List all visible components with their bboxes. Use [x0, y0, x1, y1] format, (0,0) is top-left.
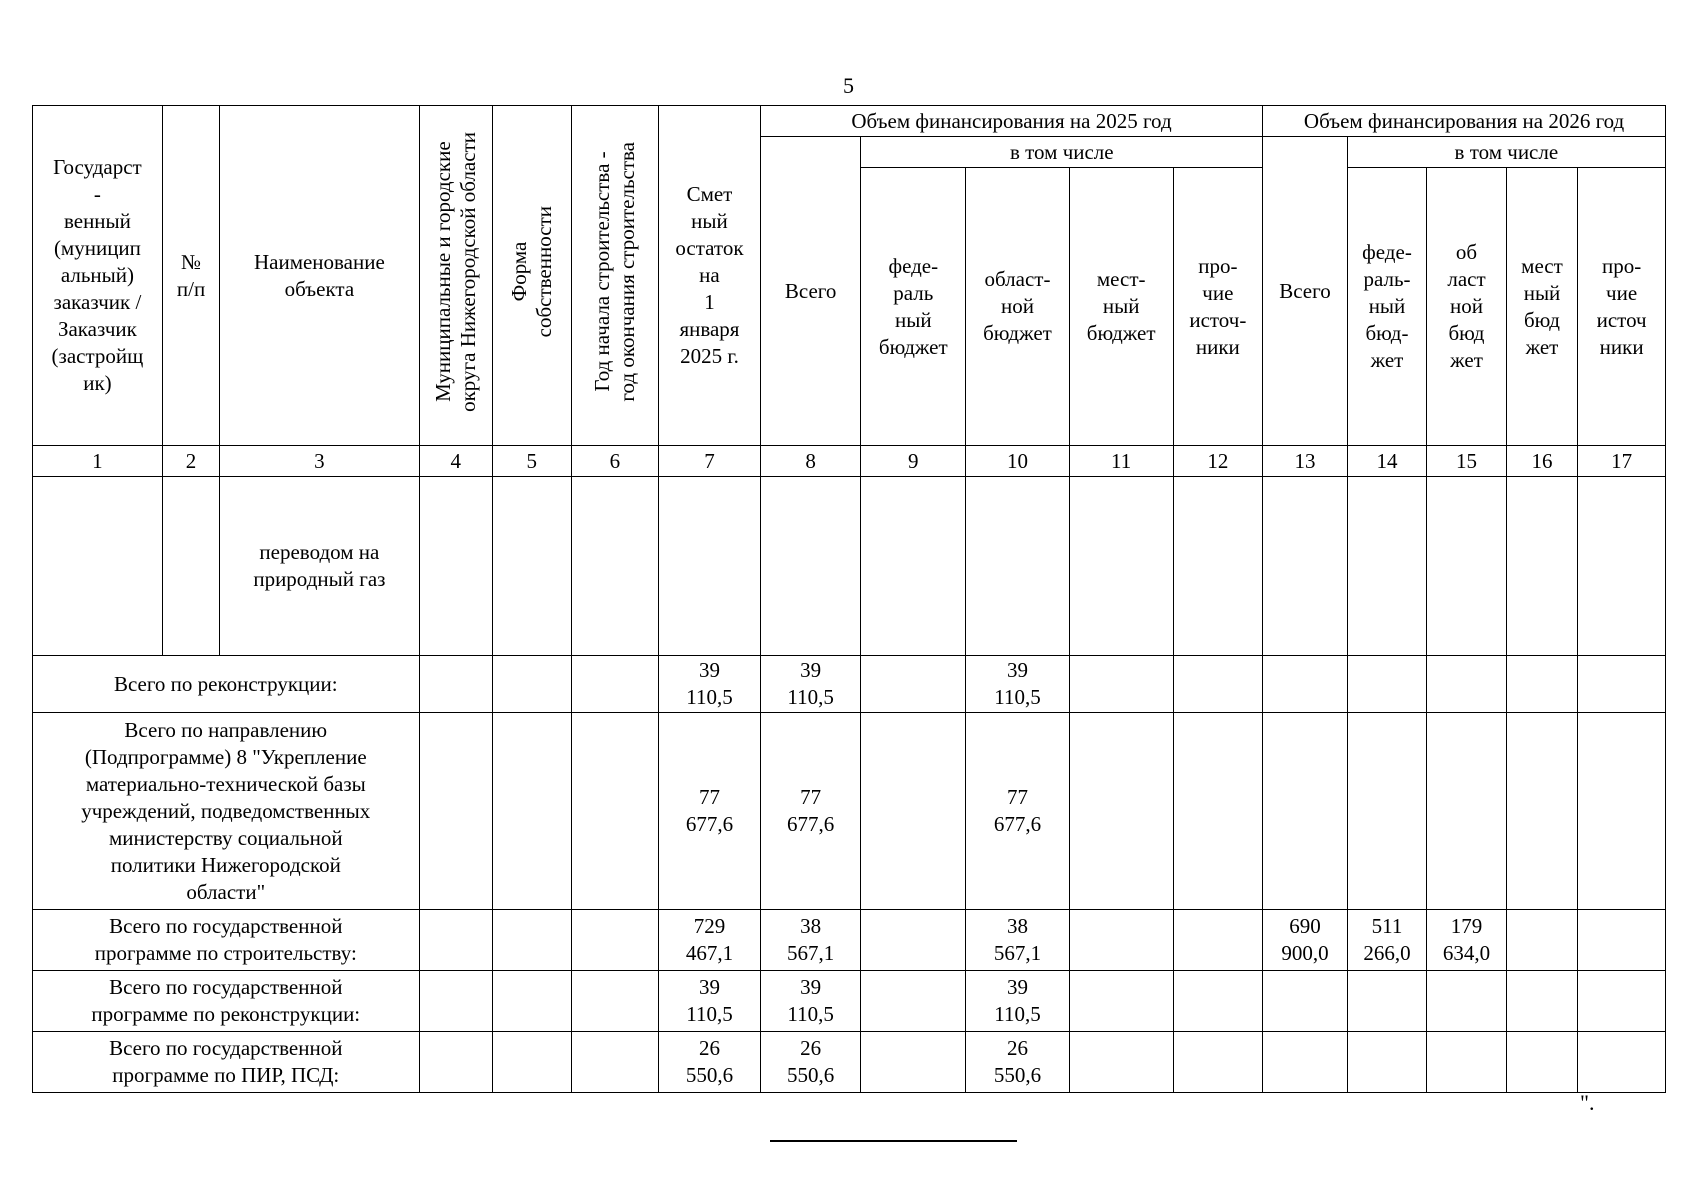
- footer-rule: [770, 1140, 1017, 1142]
- regional-2025-value: 39 110,5: [966, 971, 1070, 1032]
- federal-2025-value: [861, 713, 966, 910]
- column-number: 6: [571, 446, 659, 477]
- column-number: 16: [1506, 446, 1577, 477]
- other-2026-value: [1578, 656, 1666, 713]
- summary-label: Всего по реконструкции:: [33, 656, 420, 713]
- table-cell: [493, 910, 572, 971]
- column-number: 7: [659, 446, 761, 477]
- total-2025-value: 38 567,1: [760, 910, 861, 971]
- header-number: № п/п: [162, 106, 219, 446]
- table-cell: [571, 971, 659, 1032]
- header-customer: Государст - венный (муницип альный) заказчик / Заказчик (застройщ ик): [33, 106, 163, 446]
- column-number: 3: [220, 446, 419, 477]
- regional-2025-value: 38 567,1: [966, 910, 1070, 971]
- table-row-summary: [33, 656, 1666, 713]
- federal-2025-value: [861, 971, 966, 1032]
- total-2025-value: 77 677,6: [760, 713, 861, 910]
- column-number: 12: [1173, 446, 1263, 477]
- table-cell: [419, 656, 492, 713]
- total-2025-value: 26 550,6: [760, 1032, 861, 1093]
- header-other-2025: про- чие источ- ники: [1173, 168, 1263, 446]
- local-2026-value: [1506, 713, 1577, 910]
- column-number: 1: [33, 446, 163, 477]
- table-cell: [493, 971, 572, 1032]
- summary-label: Всего по государственной программе по реконструкции:: [33, 971, 420, 1032]
- header-financing-2025: Объем финансирования на 2025 год: [760, 106, 1262, 137]
- estimate-remainder-value: 39 110,5: [659, 656, 761, 713]
- header-object-name: Наименование объекта: [220, 106, 419, 446]
- header-federal-2025: феде- раль ный бюджет: [861, 168, 966, 446]
- header-local-2025: мест- ный бюджет: [1069, 168, 1173, 446]
- table-cell: [419, 971, 492, 1032]
- column-number: 4: [419, 446, 492, 477]
- total-2026-value: 690 900,0: [1263, 910, 1348, 971]
- local-2026-value: [1506, 656, 1577, 713]
- header-local-2026: мест ный бюд жет: [1506, 168, 1577, 446]
- column-number: 10: [966, 446, 1070, 477]
- estimate-remainder-value: 26 550,6: [659, 1032, 761, 1093]
- header-other-2026: про- чие источ ники: [1578, 168, 1666, 446]
- header-row-top: [33, 106, 1666, 137]
- table-cell: [659, 477, 761, 656]
- column-number: 2: [162, 446, 219, 477]
- local-2026-value: [1506, 971, 1577, 1032]
- column-number: 15: [1427, 446, 1507, 477]
- federal-2025-value: [861, 910, 966, 971]
- table-cell: [571, 1032, 659, 1093]
- table-row-summary: [33, 713, 1666, 910]
- table-row-summary: [33, 971, 1666, 1032]
- table-cell: [861, 477, 966, 656]
- other-2026-value: [1578, 971, 1666, 1032]
- other-2025-value: [1173, 910, 1263, 971]
- table-cell: [571, 477, 659, 656]
- estimate-remainder-value: 729 467,1: [659, 910, 761, 971]
- federal-2026-value: [1347, 1032, 1427, 1093]
- summary-label: Всего по направлению (Подпрограмме) 8 "Укрепление материально-технической базы учреждений, подведомственных министерству социальной политики Нижегородской области": [33, 713, 420, 910]
- regional-2025-value: 26 550,6: [966, 1032, 1070, 1093]
- summary-label: Всего по государственной программе по ПИР, ПСД:: [33, 1032, 420, 1093]
- table-cell: [1347, 477, 1427, 656]
- local-2026-value: [1506, 1032, 1577, 1093]
- federal-2026-value: [1347, 713, 1427, 910]
- header-municipalities: [419, 106, 492, 446]
- table-row-summary: [33, 910, 1666, 971]
- table-cell: [162, 477, 219, 656]
- federal-2025-value: [861, 656, 966, 713]
- object-name-continuation: переводом на природный газ: [220, 477, 419, 656]
- table-cell: [1069, 477, 1173, 656]
- table-row-continuation: [33, 477, 1666, 656]
- column-number-row: [33, 446, 1666, 477]
- header-total-2025: Всего: [760, 137, 861, 446]
- table-cell: [419, 713, 492, 910]
- federal-2026-value: [1347, 656, 1427, 713]
- header-years: [571, 106, 659, 446]
- federal-2025-value: [861, 1032, 966, 1093]
- header-total-2026: Всего: [1263, 137, 1348, 446]
- estimate-remainder-value: 39 110,5: [659, 971, 761, 1032]
- column-number: 13: [1263, 446, 1348, 477]
- regional-2026-value: [1427, 656, 1507, 713]
- header-including-2026: в том числе: [1347, 137, 1665, 168]
- total-2026-value: [1263, 971, 1348, 1032]
- local-2025-value: [1069, 656, 1173, 713]
- federal-2026-value: 511 266,0: [1347, 910, 1427, 971]
- table-cell: [419, 477, 492, 656]
- summary-label: Всего по государственной программе по строительству:: [33, 910, 420, 971]
- column-number: 8: [760, 446, 861, 477]
- regional-2026-value: [1427, 713, 1507, 910]
- total-2026-value: [1263, 713, 1348, 910]
- column-number: 17: [1578, 446, 1666, 477]
- table-cell: [419, 1032, 492, 1093]
- total-2025-value: 39 110,5: [760, 971, 861, 1032]
- other-2026-value: [1578, 1032, 1666, 1093]
- page-number: 5: [843, 73, 854, 98]
- table-cell: [966, 477, 1070, 656]
- header-years-text: Год начала строительства - год окончания строительства: [589, 142, 639, 402]
- local-2026-value: [1506, 910, 1577, 971]
- table-cell: [493, 477, 572, 656]
- table-cell: [571, 910, 659, 971]
- column-number: 9: [861, 446, 966, 477]
- federal-2026-value: [1347, 971, 1427, 1032]
- other-2025-value: [1173, 971, 1263, 1032]
- table-cell: [493, 713, 572, 910]
- header-regional-2025: област- ной бюджет: [966, 168, 1070, 446]
- table-cell: [1506, 477, 1577, 656]
- header-federal-2026: феде- раль- ный бюд- жет: [1347, 168, 1427, 446]
- header-estimate-remainder: Смет ный остаток на 1 января 2025 г.: [659, 106, 761, 446]
- table-cell: [493, 656, 572, 713]
- header-ownership: [493, 106, 572, 446]
- regional-2026-value: [1427, 1032, 1507, 1093]
- column-number: 5: [493, 446, 572, 477]
- local-2025-value: [1069, 971, 1173, 1032]
- estimate-remainder-value: 77 677,6: [659, 713, 761, 910]
- table-cell: [419, 910, 492, 971]
- regional-2025-value: 39 110,5: [966, 656, 1070, 713]
- total-2026-value: [1263, 656, 1348, 713]
- header-municipalities-text: Муниципальные и городские округа Нижегородской области: [430, 132, 480, 412]
- table-row-summary: [33, 1032, 1666, 1093]
- regional-2025-value: 77 677,6: [966, 713, 1070, 910]
- table-cell: [1263, 477, 1348, 656]
- column-number: 14: [1347, 446, 1427, 477]
- table-cell: [1427, 477, 1507, 656]
- other-2025-value: [1173, 656, 1263, 713]
- header-regional-2026: об ласт ной бюд жет: [1427, 168, 1507, 446]
- other-2026-value: [1578, 713, 1666, 910]
- other-2026-value: [1578, 910, 1666, 971]
- header-financing-2026: Объем финансирования на 2026 год: [1263, 106, 1666, 137]
- other-2025-value: [1173, 1032, 1263, 1093]
- total-2025-value: 39 110,5: [760, 656, 861, 713]
- total-2026-value: [1263, 1032, 1348, 1093]
- table-cell: [760, 477, 861, 656]
- table-cell: [33, 477, 163, 656]
- table-cell: [1173, 477, 1263, 656]
- local-2025-value: [1069, 713, 1173, 910]
- other-2025-value: [1173, 713, 1263, 910]
- local-2025-value: [1069, 1032, 1173, 1093]
- closing-quote-mark: ".: [1580, 1090, 1595, 1115]
- local-2025-value: [1069, 910, 1173, 971]
- table-cell: [571, 656, 659, 713]
- table-cell: [493, 1032, 572, 1093]
- table-cell: [1578, 477, 1666, 656]
- regional-2026-value: 179 634,0: [1427, 910, 1507, 971]
- header-ownership-text: Форма собственности: [506, 206, 556, 338]
- table-cell: [571, 713, 659, 910]
- financing-table: [32, 105, 1666, 1093]
- header-including-2025: в том числе: [861, 137, 1263, 168]
- column-number: 11: [1069, 446, 1173, 477]
- regional-2026-value: [1427, 971, 1507, 1032]
